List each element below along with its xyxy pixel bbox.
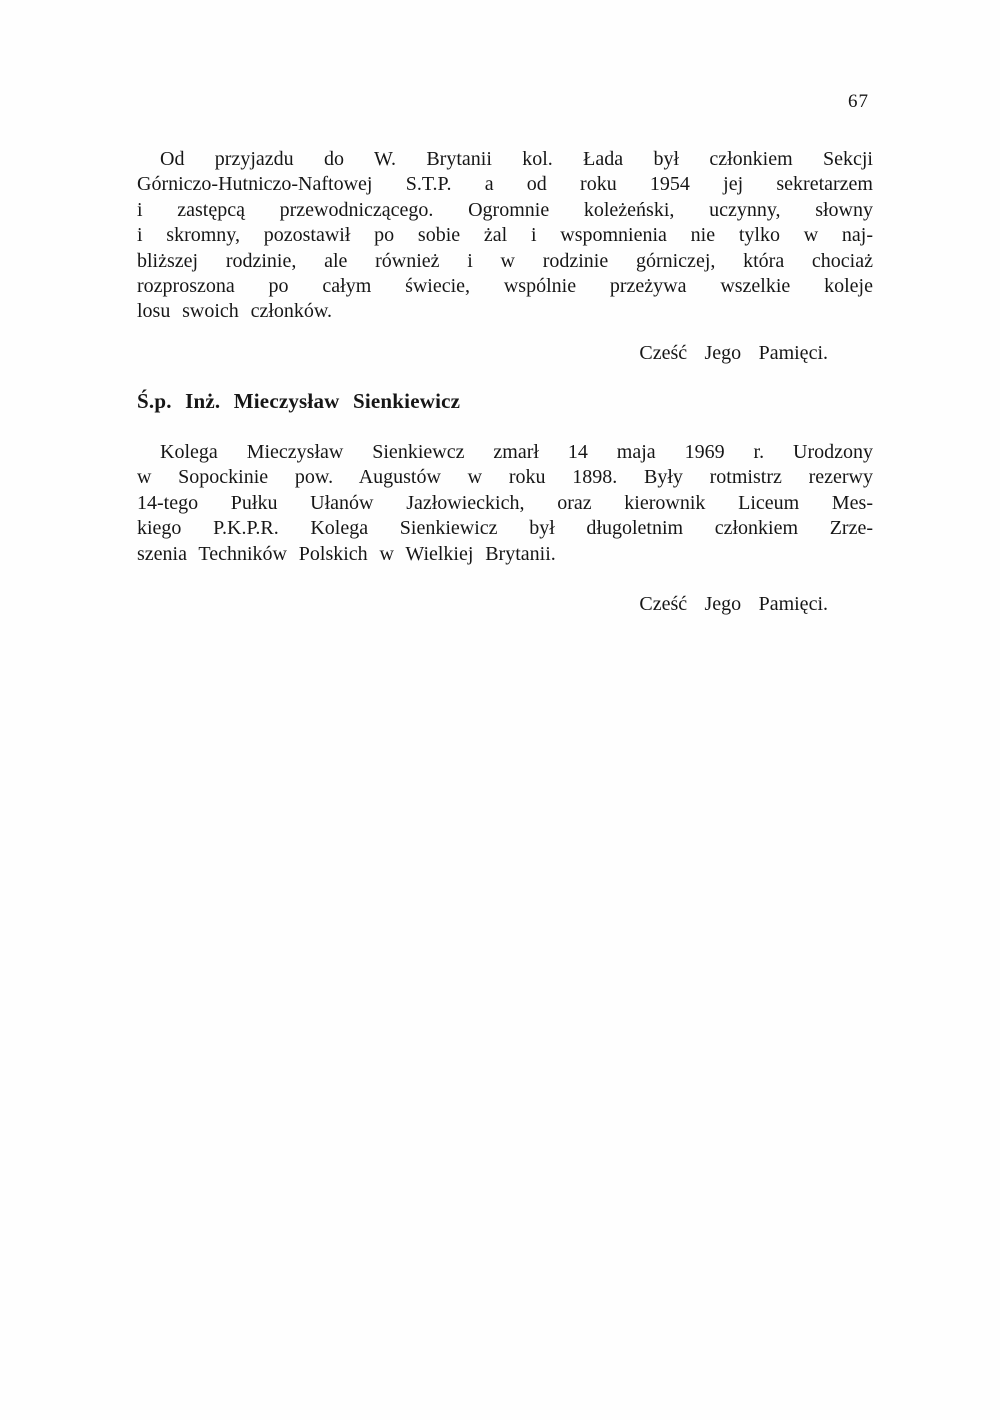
page-number: 67 bbox=[848, 91, 869, 112]
text-line: w Sopockinie pow. Augustów w roku 1898. Były rotmistrz rezerwy bbox=[137, 466, 873, 489]
text-line: losu swoich członków. bbox=[137, 300, 333, 323]
text-line: bliższej rodzinie, ale również i w rodzinie górniczej, która chociaż bbox=[137, 249, 873, 272]
text-line: Górniczo-Hutniczo-Naftowej S.T.P. a od roku 1954 jej sekretarzem bbox=[137, 173, 873, 196]
text-line: szenia Techników Polskich w Wielkiej Brytanii. bbox=[137, 542, 556, 565]
text-line: Od przyjazdu do W. Brytanii kol. Łada był członkiem Sekcji bbox=[160, 148, 873, 170]
obituary-sienkiewicz-paragraph bbox=[137, 440, 873, 567]
obituary-lada-paragraph bbox=[137, 147, 873, 325]
text-line: i zastępcą przewodniczącego. Ogromnie koleżeński, uczynny, słowny bbox=[137, 198, 873, 221]
tribute-line-lada: Cześć Jego Pamięci. bbox=[639, 342, 828, 364]
obituary-sienkiewicz-heading: Ś.p. Inż. Mieczysław Sienkiewicz bbox=[137, 389, 461, 413]
text-line: 14-tego Pułku Ułanów Jazłowieckich, oraz kierownik Liceum Mes- bbox=[137, 491, 873, 514]
text-line: Kolega Mieczysław Sienkiewcz zmarł 14 maja 1969 r. Urodzony bbox=[160, 441, 873, 463]
text-line: i skromny, pozostawił po sobie żal i wspomnienia nie tylko w naj- bbox=[137, 224, 873, 247]
tribute-line-sienkiewicz: Cześć Jego Pamięci. bbox=[639, 593, 828, 615]
text-line: kiego P.K.P.R. Kolega Sienkiewicz był długoletnim członkiem Zrze- bbox=[137, 517, 873, 540]
text-line: rozproszona po całym świecie, wspólnie przeżywa wszelkie koleje bbox=[137, 275, 873, 298]
